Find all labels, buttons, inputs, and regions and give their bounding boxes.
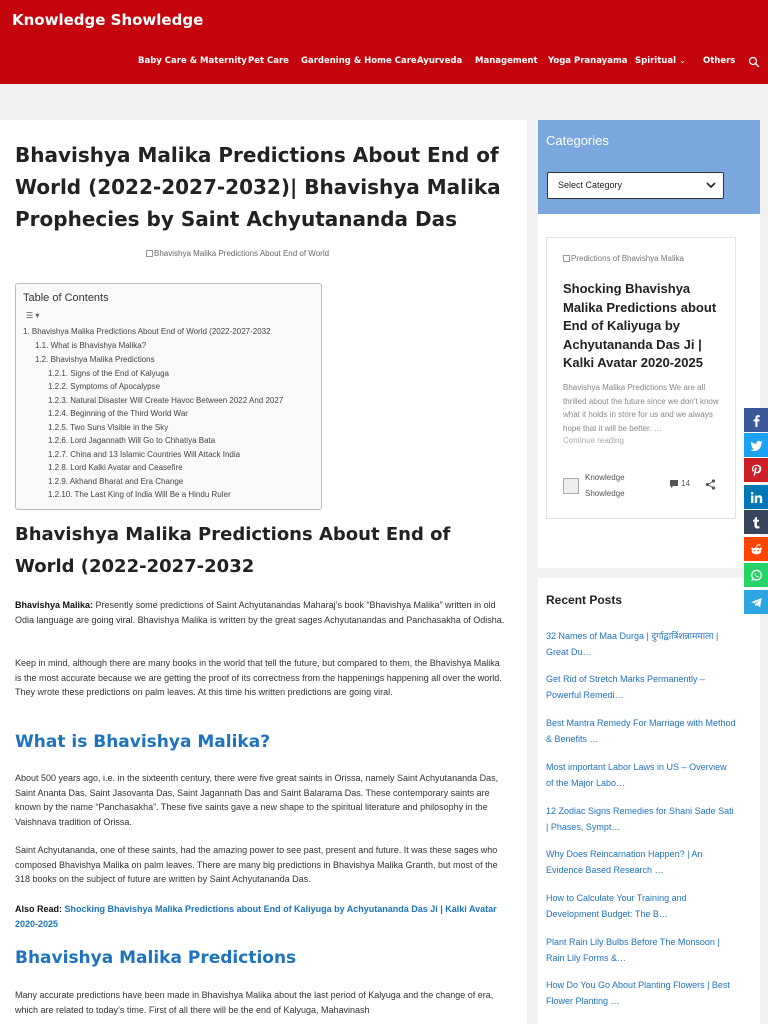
toc-item[interactable]: 1.2.9. Akhand Bharat and Era Change — [48, 477, 184, 486]
paragraph-achyutananda: Saint Achyutananda, one of these saints, had the amazing power to see past, present and future. It was these sages who composed Bhavishya Malika on palm leaves. There are many big predictions in Bhavishya Malika Granth, but most of the 318 books on the subject of future are written by Saint Achyutananda Das. — [15, 845, 498, 884]
whatsapp-icon — [750, 569, 763, 582]
intro-text: Presently some predictions of Saint Achyutanandas Maharaj’s book “Bhavishya Malika” written in old Odia language are going viral. Bhavishya Malika is written by the great sages Achyutanandas and Panchasakha of Odisha. — [15, 600, 505, 625]
featured-post-excerpt: Bhavishya Malika Predictions We are all thrilled about the future since we don’t know what it holds in store for us and we always hope that it will be better. … — [563, 383, 719, 433]
search-icon[interactable] — [748, 56, 760, 68]
heading-line: Bhavishya Malika Predictions About End of — [15, 524, 451, 545]
share-whatsapp-button[interactable] — [744, 563, 768, 587]
category-select[interactable] — [547, 172, 724, 199]
share-reddit-button[interactable] — [744, 537, 768, 561]
recent-post-link[interactable]: Why Does Reincarnation Happen? | An Evidence Based Research … — [546, 849, 703, 875]
nav-spiritual-label: Spiritual — [635, 56, 676, 66]
category-select-value: Select Category — [558, 180, 623, 190]
featured-post-card[interactable] — [546, 237, 736, 519]
recent-posts-title: Recent Posts — [546, 593, 623, 607]
author-name[interactable]: Knowledge Showledge — [585, 473, 625, 498]
recent-post-link[interactable]: 32 Names of Maa Durga | दुर्गाद्वात्रिंशन्नाममाला | Great Du… — [546, 631, 719, 657]
recent-post-link[interactable]: 12 Zodiac Signs Remedies for Shani Sade Sati | Phases, Sympt… — [546, 806, 734, 832]
categories-title: Categories — [546, 133, 609, 148]
toc-item[interactable]: 1.2.5. Two Suns Visible in the Sky — [48, 423, 169, 432]
share-facebook-button[interactable] — [744, 408, 768, 432]
pinterest-icon — [750, 464, 763, 477]
heading-line: World (2022-2027-2032 — [15, 556, 255, 577]
featured-image — [563, 254, 684, 263]
comment-count-value: 14 — [681, 479, 691, 489]
share-telegram-button[interactable] — [744, 590, 768, 614]
site-title[interactable]: Knowledge Showledge — [12, 11, 204, 29]
also-read — [15, 902, 505, 931]
reddit-icon — [750, 543, 763, 556]
paragraph-predictions: Many accurate predictions have been made in Bhavishya Malika about the last period of Kalyuga and the change of era, which are related to today’s time. First of all there will be the end of Kalyuga, Mahavinash — [15, 990, 494, 1015]
nav-item-management[interactable]: Management — [475, 56, 538, 66]
facebook-icon — [750, 414, 763, 427]
recent-post-link[interactable]: Most important Labor Laws in US – Overview of the Major Labo… — [546, 762, 727, 788]
section-heading-predictions: Bhavishya Malika Predictions — [15, 948, 297, 968]
recent-post-link[interactable]: How to Calculate Your Training and Development Budget: The B… — [546, 893, 687, 919]
continue-reading-link[interactable]: Continue reading — [563, 436, 624, 445]
toc-toggle-icon[interactable]: ☰ ▾ — [26, 311, 40, 320]
also-read-link[interactable]: Shocking Bhavishya Malika Predictions about End of Kaliyuga by Achyutananda Das Ji | Kalki Avatar 2020-2025 — [15, 904, 497, 929]
nav-item-others[interactable]: Others — [703, 56, 736, 66]
toc-item[interactable]: 1.2.1. Signs of the End of Kalyuga — [48, 369, 169, 378]
toc-item[interactable]: 1.1. What is Bhavishya Malika? — [35, 341, 147, 350]
recent-post-link[interactable]: Get Rid of Stretch Marks Permanently – Powerful Remedi… — [546, 674, 706, 700]
nav-item-spiritual[interactable] — [635, 56, 686, 66]
toc-item[interactable]: 1.2.4. Beginning of the Third World War — [48, 409, 188, 418]
hero-image-alt: Bhavishya Malika Predictions About End of World — [154, 249, 330, 258]
toc-item[interactable]: 1.2.10. The Last King of India Will Be a Hindu Ruler — [48, 490, 231, 499]
recent-post-link[interactable]: Best Mantra Remedy For Marriage with Method & Benefits … — [546, 718, 736, 744]
hero-image — [146, 249, 329, 258]
comment-icon — [669, 479, 679, 489]
share-tumblr-button[interactable] — [744, 510, 768, 534]
page-title — [15, 139, 515, 235]
intro-label: Bhavishya Malika: — [15, 600, 94, 610]
toc-item[interactable]: 1.2. Bhavishya Malika Predictions — [35, 355, 155, 364]
tumblr-icon — [750, 516, 763, 529]
nav-item-ayurveda[interactable]: Ayurveda — [417, 56, 463, 66]
paragraph-history: About 500 years ago, i.e. in the sixteenth century, there were five great saints in Orissa, namely Saint Achyutananda Das, Saint Ananta Das, Saint Jasovanta Das, Saint Jagannath Das and Saint Balarama Das. These contemporary saints are known by the name “Panchasakha”. These five saints gave a new shape to the spiritual literature and philosophy in the Vaishnava tradition of Orissa. — [15, 773, 499, 827]
table-of-contents — [15, 283, 322, 510]
paragraph-intro — [15, 598, 505, 627]
linkedin-icon — [750, 491, 763, 504]
broken-image-icon — [146, 250, 153, 257]
also-read-label: Also Read: — [15, 904, 63, 914]
author-avatar — [563, 478, 579, 494]
section-heading-what-is: What is Bhavishya Malika? — [15, 732, 271, 752]
share-linkedin-button[interactable] — [744, 485, 768, 509]
featured-image-alt: Predictions of Bhavishya Malika — [571, 254, 684, 263]
broken-image-icon — [563, 255, 570, 262]
recent-post-link[interactable]: How Do You Go About Planting Flowers | Best Flower Planting … — [546, 980, 730, 1006]
toc-item[interactable]: 1.2.3. Natural Disaster Will Create Havoc Between 2022 And 2027 — [48, 396, 284, 405]
title-line: World (2022-2027-2032)| Bhavishya Malika — [15, 175, 501, 199]
featured-post-title[interactable]: Shocking Bhavishya Malika Predictions about End of Kaliyuga by Achyutananda Das Ji | Kalki Avatar 2020-2025 — [563, 281, 717, 370]
toc-item[interactable]: 1.2.8. Lord Kalki Avatar and Ceasefire — [48, 463, 183, 472]
twitter-icon — [750, 439, 763, 452]
chevron-down-icon — [705, 179, 717, 191]
toc-item[interactable]: 1. Bhavishya Malika Predictions About End of World (2022-2027-2032 — [23, 327, 271, 336]
toc-item[interactable]: 1.2.6. Lord Jagannath Will Go to Chhatiya Bata — [48, 436, 216, 445]
nav-item-pet-care[interactable]: Pet Care — [248, 56, 289, 66]
share-twitter-button[interactable] — [744, 433, 768, 457]
telegram-icon — [750, 596, 763, 609]
chevron-down-icon: ⌄ — [678, 56, 687, 66]
toc-item[interactable]: 1.2.7. China and 13 Islamic Countries Will Attack India — [48, 450, 241, 459]
paragraph-accuracy: Keep in mind, although there are many books in the world that tell the future, but compared to them, the Bhavishya Malika is the most accurate because we are getting the proof of its correctness from the happenings happening all over the world. They wrote these predictions on palm leaves. At this time his written predictions are going viral. — [15, 658, 502, 697]
toc-title: Table of Contents — [23, 292, 109, 304]
title-line: Bhavishya Malika Predictions About End of — [15, 143, 499, 167]
nav-item-baby-care[interactable]: Baby Care & Maternity — [138, 56, 247, 66]
recent-post-link[interactable]: Plant Rain Lily Bulbs Before The Monsoon | Rain Lily Forms &… — [546, 937, 720, 963]
comment-count[interactable] — [669, 479, 690, 489]
title-line: Prophecies by Saint Achyutananda Das — [15, 207, 458, 231]
toc-item[interactable]: 1.2.2. Symptoms of Apocalypse — [48, 382, 161, 391]
share-pinterest-button[interactable] — [744, 458, 768, 482]
main-nav — [0, 56, 768, 70]
section-heading-end-of-world — [15, 519, 450, 583]
toc-toggle-label: ☰ — [26, 311, 34, 320]
nav-item-yoga[interactable]: Yoga Pranayama — [548, 56, 628, 66]
site-header — [0, 0, 768, 84]
share-icon[interactable] — [705, 479, 716, 490]
nav-item-gardening[interactable]: Gardening & Home Care — [301, 56, 417, 66]
